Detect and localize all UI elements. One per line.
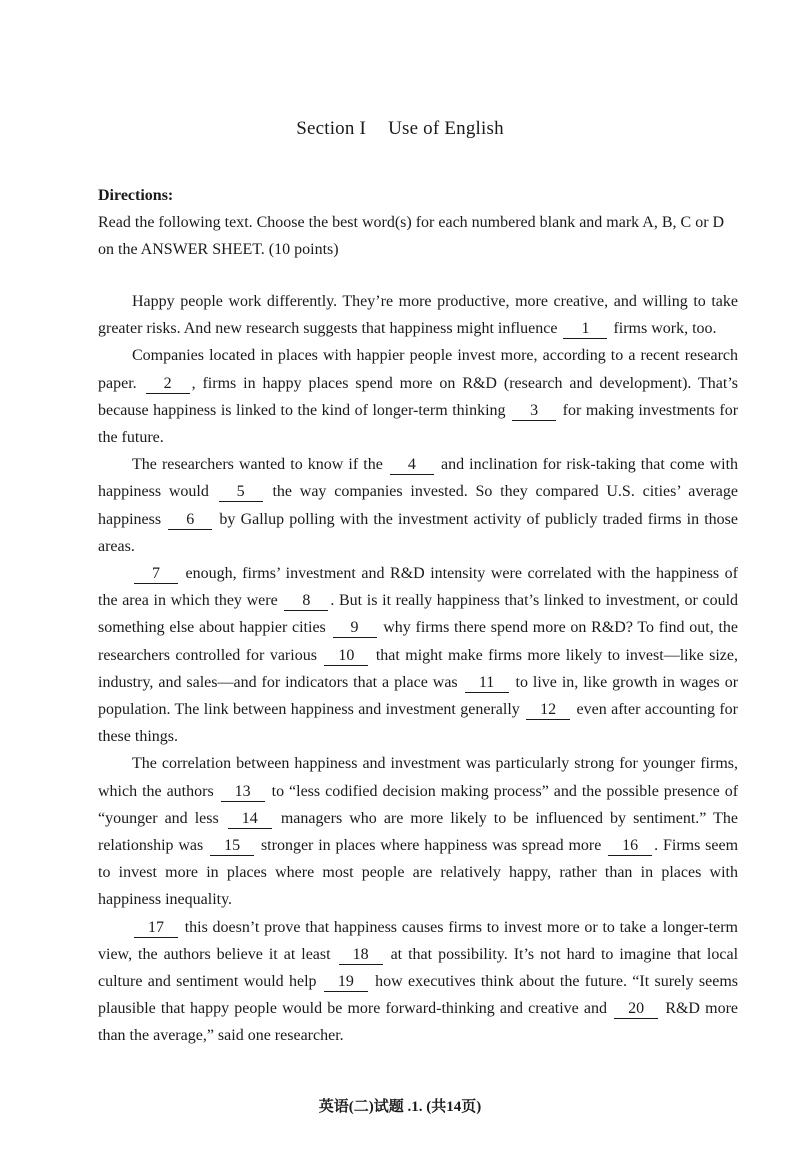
passage-text: Happy people work differently. They’re more productive, more creative, and willing to take greater risks. And new research suggests that happiness might influence [98, 293, 738, 338]
paragraph-4 [98, 560, 738, 750]
passage-text: firms work, too. [613, 320, 717, 338]
blank-7: 7 [134, 565, 178, 584]
section-number: Section I [296, 118, 367, 139]
directions-block [98, 182, 738, 263]
blank-17: 17 [134, 919, 178, 938]
blank-6: 6 [168, 511, 212, 530]
blank-5: 5 [219, 483, 263, 502]
section-title: Use of English [388, 118, 504, 139]
blank-2: 2 [146, 375, 190, 394]
passage-text: managers who are more likely to be influenced by sentiment.” The relationship was [98, 809, 739, 855]
blank-4: 4 [390, 456, 434, 475]
passage-text: The researchers wanted to know if the [132, 456, 383, 474]
passage-text: enough, firms’ investment and R&D intensity were correlated with the happiness of the area in which they were [98, 565, 739, 610]
passage-text: Companies located in places with happier people invest more, according to a recent research paper. [98, 347, 738, 392]
blank-3: 3 [512, 402, 556, 421]
passage-text: . But is it really happiness that’s linked to investment, or could something else about happier cities [98, 592, 739, 637]
passage-text: the way companies invested. So they compared U.S. cities’ average happiness [98, 483, 739, 528]
blank-20: 20 [614, 1000, 658, 1019]
passage-text: that might make firms more likely to invest—like size, industry, and sales—and for indicators that a place was [98, 646, 739, 691]
section-heading [0, 118, 800, 140]
passage-text: to live in, like growth in wages or population. The link between happiness and investment generally [98, 673, 739, 719]
paragraph-1 [98, 288, 738, 342]
page-footer: 英语(二)试题 .1. (共14页) [318, 1099, 482, 1115]
blank-13: 13 [221, 783, 265, 802]
passage-text: even after accounting for these things. [98, 701, 739, 746]
directions-heading: Directions: [98, 187, 174, 204]
passage-text: how executives think about the future. “It surely seems plausible that happy people would be more forward-thinking and creative and [98, 973, 738, 1018]
passage-text: this doesn’t prove that happiness causes firms to invest more or to take a longer-term view, the authors believe it at least [98, 918, 739, 963]
passage-text: why firms there spend more on R&D? To find out, the researchers controlled for various [98, 619, 738, 664]
blank-10: 10 [324, 647, 368, 666]
blank-11: 11 [465, 674, 509, 693]
passage-text: to “less codified decision making process” and the possible presence of “younger and less [98, 782, 739, 827]
blank-16: 16 [608, 837, 652, 856]
cloze-passage [98, 288, 738, 1050]
paragraph-5 [98, 750, 738, 913]
passage-text: by Gallup polling with the investment activity of publicly traded firms in those areas. [98, 510, 739, 555]
passage-text: at that possibility. It’s not hard to imagine that local culture and sentiment would help [98, 945, 739, 991]
passage-text: and inclination for risk-taking that come with happiness would [98, 456, 739, 501]
passage-text: The correlation between happiness and investment was particularly strong for younger firms, which the authors [98, 755, 738, 800]
blank-1: 1 [563, 320, 607, 339]
blank-8: 8 [284, 592, 328, 611]
passage-text: , firms in happy places spend more on R&D (research and development). That’s because happiness is linked to the kind of longer-term thinking [98, 374, 738, 419]
paragraph-6 [98, 914, 738, 1050]
blank-19: 19 [324, 973, 368, 992]
blank-14: 14 [228, 810, 272, 829]
passage-text: . Firms seem to invest more in places where most people are relatively happy, rather than in places with happiness inequality. [98, 837, 739, 909]
paragraph-3 [98, 451, 738, 560]
passage-text: for making investments for the future. [98, 401, 739, 447]
paragraph-2 [98, 342, 738, 451]
blank-18: 18 [339, 946, 383, 965]
directions-text: Read the following text. Choose the best word(s) for each numbered blank and mark A, B, C or D on the ANSWER SHEET. (10 points) [98, 214, 725, 258]
passage-text: R&D more than the average,” said one researcher. [98, 1000, 738, 1045]
passage-text: stronger in places where happiness was spread more [260, 837, 602, 855]
blank-15: 15 [210, 837, 254, 856]
blank-12: 12 [526, 701, 570, 720]
blank-9: 9 [333, 619, 377, 638]
